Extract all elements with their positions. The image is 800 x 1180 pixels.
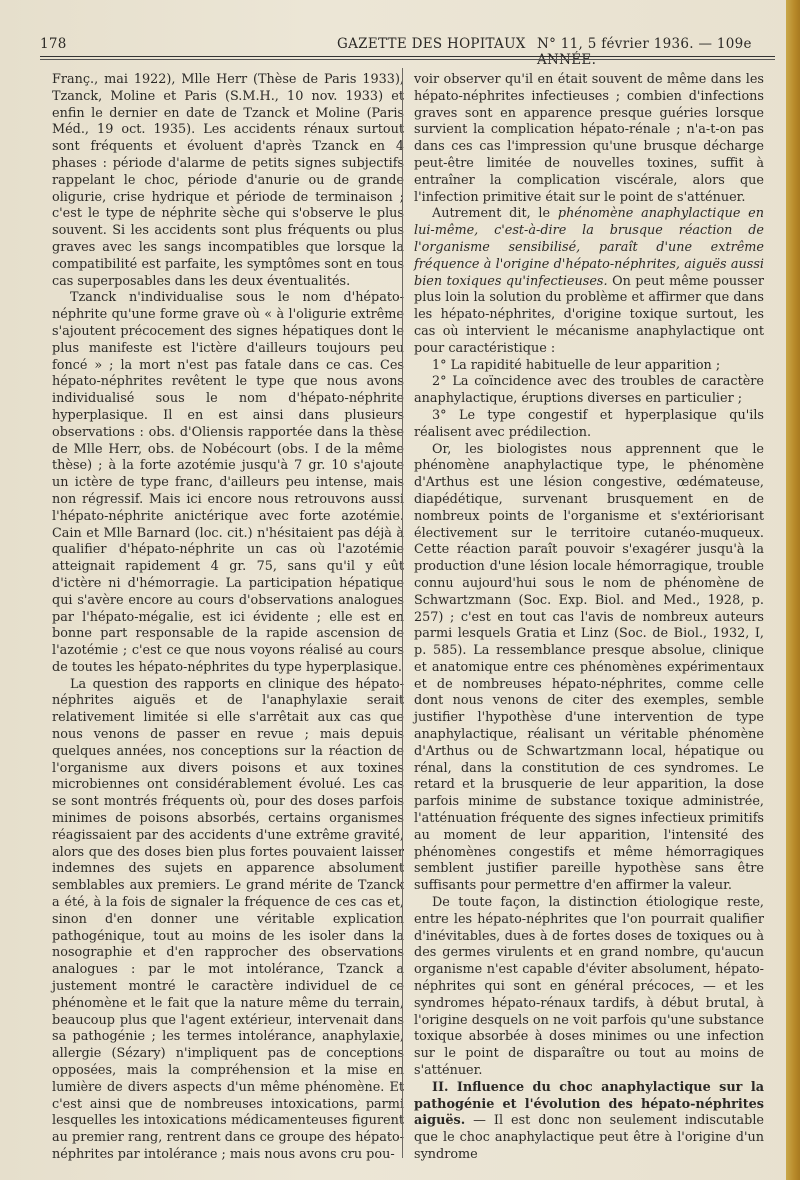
paragraph-left-3: La question des rapports en clinique des hépato-néphrites aiguës et de l'anaphylaxie serait relativement limitée si elle s'arrêtait aux cas que nous venons de passer en revue ; mais depuis quelques années, nos conceptions sur la réaction de l'organisme aux divers poisons et aux toxines microbiennes ont considérablement évolué. Les cas se sont montrés fréquents où, pour des doses parfois minimes de poisons absorbés, certains organismes réagissaient par des accidents d'une extrême gravité, alors que des doses bien plus fortes pouvaient laisser indemnes des sujets en apparence absolument semblables aux premiers. Le grand mérite de Tzanck a été, à la fois de signaler la fréquence de ces cas et, sinon d'en donner une véritable explication pathogénique, tout au moins de les isoler dans la nosographie et d'en rapprocher des observations analogues : par le mot intolérance, Tzanck a justement montré le caractère individuel de ce phénomène et le fait que la nature même du terrain, beaucoup plus que l'agent extérieur, intervenait dans sa pathogénie ; les termes intolérance, anaphylaxie, allergie (Sézary) n'impliquent pas de conceptions opposées, mais la compréhension et la mise en lumière de divers aspects d'un même phénomène. Et c'est ainsi que de nombreuses intoxications, parmi lesquelles les intoxications médicamenteuses figurent au premier rang, rentrent dans ce groupe des hépato-néphrites par intolérance ; mais nous avons cru pou- [52,676,404,1162]
paragraph-right-2-italic: phénomène anaphylactique en lui-même, c'est-à-dire la brusque réaction de l'organisme sensibilisé, paraît d'une extrême fréquence à l'origine d'hépato-néphrites, aiguës aussi bien toxiques qu'infectieuses. [414,206,764,289]
section-body: — Il est donc non seulement indiscutable que le choc anaphylactique peut être à l'origine d'un syndrome [414,1113,764,1162]
right-column [414,72,764,1164]
header-rule-thin [40,59,775,60]
list-item-1: 1° La rapidité habituelle de leur apparition ; [432,357,721,373]
characteristics-list [414,358,764,442]
page-number: 178 [40,36,67,52]
paragraph-right-4: De toute façon, la distinction étiologique reste, entre les hépato-néphrites que l'on pourrait qualifier d'inévitables, dues à de fortes doses de toxiques ou à des germes virulents et en grand nombre, qu'aucun organisme n'est capable d'éviter absolument, hépato-néphrites qui sont en général précoces, — et les syndromes hépato-rénaux tardifs, à début brutal, à l'origine desquels on ne voit parfois qu'une substance toxique absorbée à doses minimes ou une infection sur le point de disparaître ou tout au moins de s'atténuer. [414,895,764,1079]
page-edge [786,0,800,1180]
paragraph-left-1: Franç., mai 1922), Mlle Herr (Thèse de Paris 1933), Tzanck, Moline et Paris (S.M.H., 10 nov. 1933) et enfin le dernier en date de Tzanck et Moline (Paris Méd., 19 oct. 1935). Les accidents rénaux surtout sont fréquents et évoluent d'après Tzanck en 4 phases : période d'alarme de petits signes subjectifs rappelant le choc, période d'anurie ou de grande oligurie, crise hydrique et période de terminaison ; c'est le type de néphrite sèche qui s'observe le plus souvent. Si les accidents sont plus fréquents ou plus graves avec les sangs incompatibles que lorsque la compatibilité est parfaite, les symptômes sont en tous cas superposables dans les deux éventualités. [52,72,404,289]
paragraph-right-2-tail: On peut même pousser plus loin la solution du problème et affirmer que dans les hépato-néphrites, d'origine toxique surtout, les cas où intervient le mécanisme anaphylactique ont pour caractéristique : [414,273,764,356]
header-rule [40,56,775,57]
paragraph-right-2-lead: Autrement dit, le [432,206,558,222]
list-item-3: 3° Le type congestif et hyperplasique qu'ils réalisent avec prédilection. [414,407,764,440]
paragraph-right-1: voir observer qu'il en était souvent de même dans les hépato-néphrites infectieuses ; combien d'infections graves sont en apparence presque guéries lorsque survient la complication hépato-rénale ; n'a-t-on pas dans ces cas l'impression qu'une brusque décharge peut-être limitée de nouvelles toxines, suffit à entraîner la complication viscérale, alors que l'infection primitive était sur le point de s'atténuer. [414,72,764,205]
paragraph-right-5 [414,1080,764,1164]
page-header [40,30,775,68]
section-heading: II. Influence du choc anaphylactique sur la pathogénie et l'évolution des hépato-néphrites aiguës. [414,1079,764,1129]
paragraph-right-3: Or, les biologistes nous apprennent que le phénomène anaphylactique type, le phénomène d'Arthus est une lésion congestive, œdémateuse, diapédétique, survenant brusquement en de nombreux points de l'organisme et s'extériorisant électivement sur le territoire cutanéo-muqueux. Cette réaction paraît pouvoir s'exagérer jusqu'à la production d'une lésion locale hémorragique, trouble connu aujourd'hui sous le nom de phénomène de Schwartzmann (Soc. Exp. Biol. and Med., 1928, p. 257) ; c'est en tout cas l'avis de nombreux auteurs parmi lesquels Gratia et Linz (Soc. de Biol., 1932, I, p. 585). La ressemblance presque absolue, clinique et anatomique entre ces phénomènes expérimentaux et de nombreuses hépato-néphrites, comme celle dont nous venons de citer des exemples, semble justifier l'hypothèse d'une intervention de type anaphylactique, réalisant un véritable phénomène d'Arthus ou de Schwartzmann local, hépatique ou rénal, dans la constitution de ces syndromes. Le retard et la brusquerie de leur apparition, la dose parfois minime de substance toxique administrée, l'atténuation fréquente des signes infectieux primitifs au moment de leur apparition, l'intensité des phénomènes congestifs et même hémorragiques semblent justifier pareille hypothèse sans être suffisants pour permettre d'en affirmer la valeur. [414,441,764,894]
paragraph-left-2: Tzanck n'individualise sous le nom d'hépato-néphrite qu'une forme grave où « à l'oligurie extrême s'ajoutent précocement des signes hépatiques dont le plus manifeste est l'ictère d'ailleurs toujours peu foncé » ; la mort n'est pas fatale dans ce cas. Ces hépato-néphrites revêtent le type que nous avons individualisé sous le nom d'hépato-néphrite hyperplasique. Il en est ainsi dans plusieurs observations : obs. d'Oliensis rapportée dans la thèse de Mlle Herr, obs. de Nobécourt (obs. I de la même thèse) ; à la forte azotémie jusqu'à 7 gr. 10 s'ajoute un ictère de type franc, d'ailleurs peu intense, mais non régressif. Mais ici encore nous retrouvons aussi l'hépato-néphrite anictérique avec forte azotémie. Cain et Mlle Barnard (loc. cit.) n'hésitaient pas déjà à qualifier d'hépato-néphrite un cas où l'azotémie atteignait rapidement 4 gr. 75, sans qu'il y eût d'ictère ni d'hémorragie. La participation hépatique qui s'avère encore au cours d'observations analogues par l'hépato-mégalie, est ici évidente ; elle est en bonne part responsable de la rapide ascension de l'azotémie ; c'est ce que nous voyons réalisé au cours de toutes les hépato-néphrites du type hyperplasique. [52,290,404,675]
column-divider [402,68,403,1158]
issue-info: N° 11, 5 février 1936. — 109e ANNÉE. [537,36,752,68]
journal-title: GAZETTE DES HOPITAUX [337,36,526,52]
list-item-2: 2° La coïncidence avec des troubles de caractère anaphylactique, éruptions diverses en particulier ; [414,374,764,407]
paragraph-right-2 [414,206,764,357]
left-column [52,72,404,1164]
